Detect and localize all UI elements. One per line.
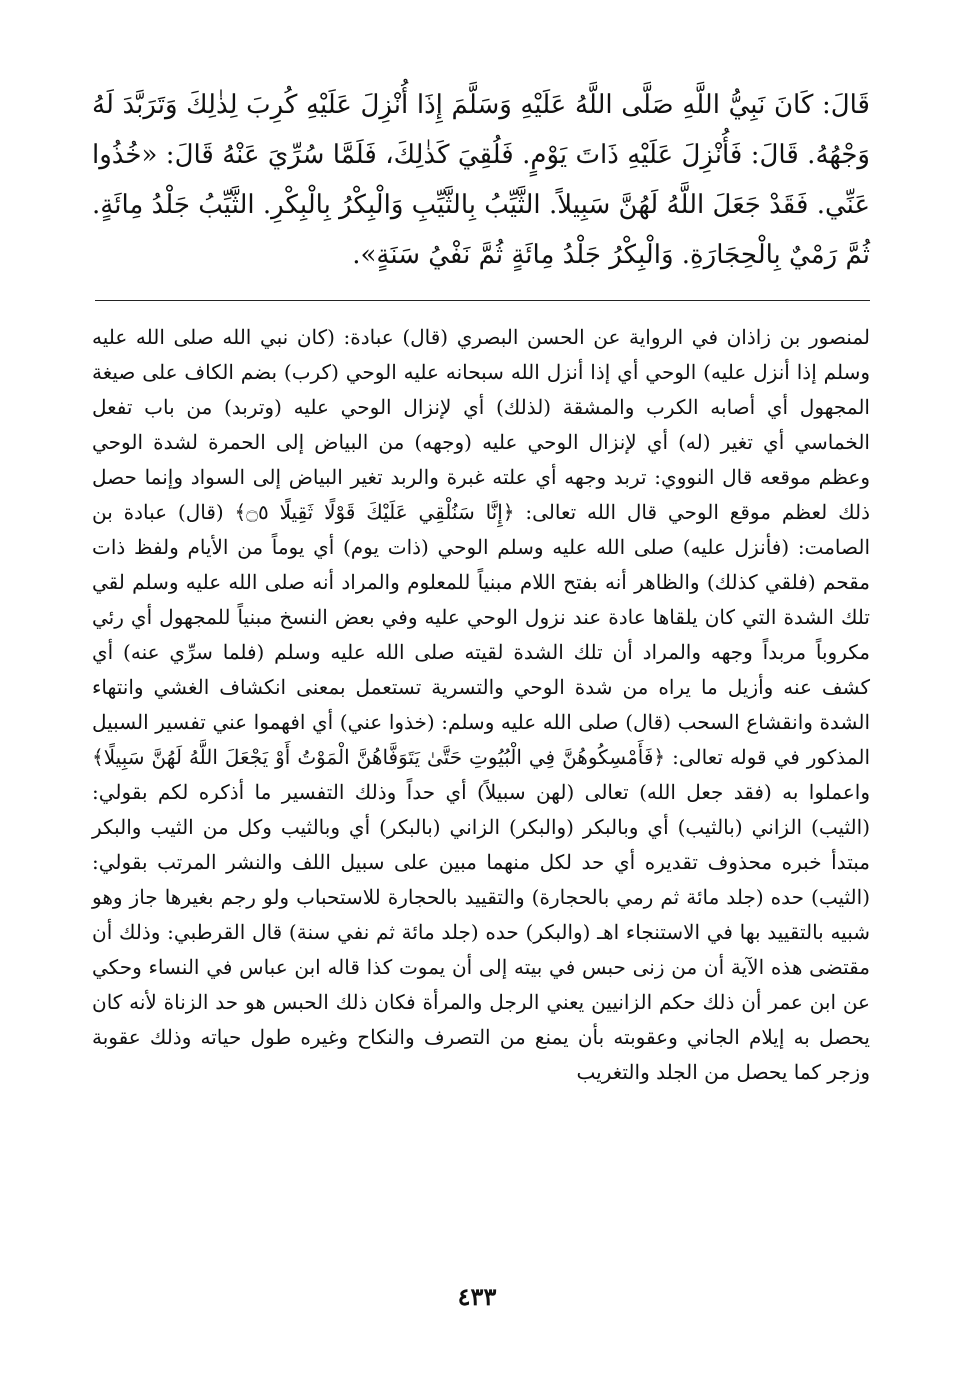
page-number: ٤٣٣: [457, 1282, 497, 1311]
hadith-text: [92, 80, 870, 280]
footnote-divider: [95, 300, 870, 301]
commentary-paragraph: لمنصور بن زاذان في الرواية عن الحسن البصري (قال) عبادة: (كان نبي الله صلى الله عليه وسلم إذا أنزل عليه) الوحي أي إذا أنزل الله سبحانه عليه الوحي (كرب) بضم الكاف على صيغة المجهول أي أصابه الكرب والمشقة (لذلك) أي لإنزال الوحي عليه (وتربد) من باب تفعل الخماسي أي تغير (له) أي لإنزال الوحي عليه (وجهه) من البياض إلى الحمرة لشدة الوحي وعظم موقعه قال النووي: تربد وجهه أي علته غبرة والربد تغير البياض إلى السواد وإنما حصل ذلك لعظم موقع الوحي قال الله تعالى: ﴿إِنَّا سَنُلْقِي عَلَيْكَ قَوْلًا ثَقِيلًا ۝٥﴾ (قال) عبادة بن الصامت: (فأنزل عليه) صلى الله عليه وسلم الوحي (ذات يوم) أي يوماً من الأيام ولفظ ذات مقحم (فلقي كذلك) والظاهر أنه بفتح اللام مبنياً للمعلوم والمراد أنه صلى الله عليه وسلم لقي تلك الشدة التي كان يلقاها عادة عند نزول الوحي عليه وفي بعض النسخ مبنياً للمجهول أي رئي مكروباً مربداً وجهه والمراد أن تلك الشدة لقيته صلى الله عليه وسلم (فلما سرِّي عنه) أي كشف عنه وأزيل ما يراه من شدة الوحي والتسرية تستعمل بمعنى انكشاف الغشي وانتهاء الشدة وانقشاع السحب (قال) صلى الله عليه وسلم: (خذوا عني) أي افهموا عني تفسير السبيل المذكور في قوله تعالى: ﴿فَأَمْسِكُوهُنَّ فِي الْبُيُوتِ حَتَّىٰ يَتَوَفَّاهُنَّ الْمَوْتُ أَوْ يَجْعَلَ اللَّهُ لَهُنَّ سَبِيلًا﴾ واعملوا به (فقد جعل الله) تعالى (لهن سبيلاً) أي حداً وذلك التفسير ما أذكره لكم بقولي: (الثيب) الزاني (بالثيب) أي وبالبكر (والبكر) الزاني (بالبكر) أي وبالثيب وكل من الثيب والبكر مبتدأ خبره محذوف تقديره أي حد لكل منهما مبين على سبيل اللف والنشر المرتب بقولي: (الثيب) حده (جلد مائة ثم رمي بالحجارة) والتقييد بالحجارة للاستحباب ولو رجم بغيرها جاز وهو شبيه بالتقييد بها في الاستنجاء اهـ (والبكر) حده (جلد مائة ثم نفي سنة) قال القرطبي: وذلك أن مقتضى هذه الآية أن من زنى حبس في بيته إلى أن يموت كذا قاله ابن عباس في النساء وحكي عن ابن عمر أن ذلك حكم الزانيين يعني الرجل والمرأة فكان ذلك الحبس هو حد الزناة لأنه كان يحصل به إيلام الجاني وعقوبته بأن يمنع من التصرف والنكاح وغيره طول حياته وذلك عقوبة وزجر كما يحصل من الجلد والتغريب: [92, 325, 871, 1084]
hadith-paragraph: قَالَ: كَانَ نَبِيُّ اللَّهِ صَلَّى اللَّهُ عَلَيْهِ وَسَلَّمَ إِذَا أُنْزِلَ عَلَيْهِ كُرِبَ لِذٰلِكَ وَتَرَبَّدَ لَهُ وَجْهُهُ. قَالَ: فَأُنْزِلَ عَلَيْهِ ذَاتَ يَوْمٍ. فَلُقِيَ كَذٰلِكَ، فَلَمَّا سُرِّيَ عَنْهُ قَالَ: «خُذُوا عَنِّي. فَقَدْ جَعَلَ اللَّهُ لَهُنَّ سَبِيلاً. الثَّيِّبُ بِالثَّيِّبِ وَالْبِكْرُ بِالْبِكْرِ. الثَّيِّبُ جَلْدُ مِائَةٍ. ثُمَّ رَمْيٌ بِالْحِجَارَةِ. وَالْبِكْرُ جَلْدُ مِائَةٍ ثُمَّ نَفْيُ سَنَةٍ».: [92, 90, 870, 270]
commentary-text: [92, 320, 870, 1090]
